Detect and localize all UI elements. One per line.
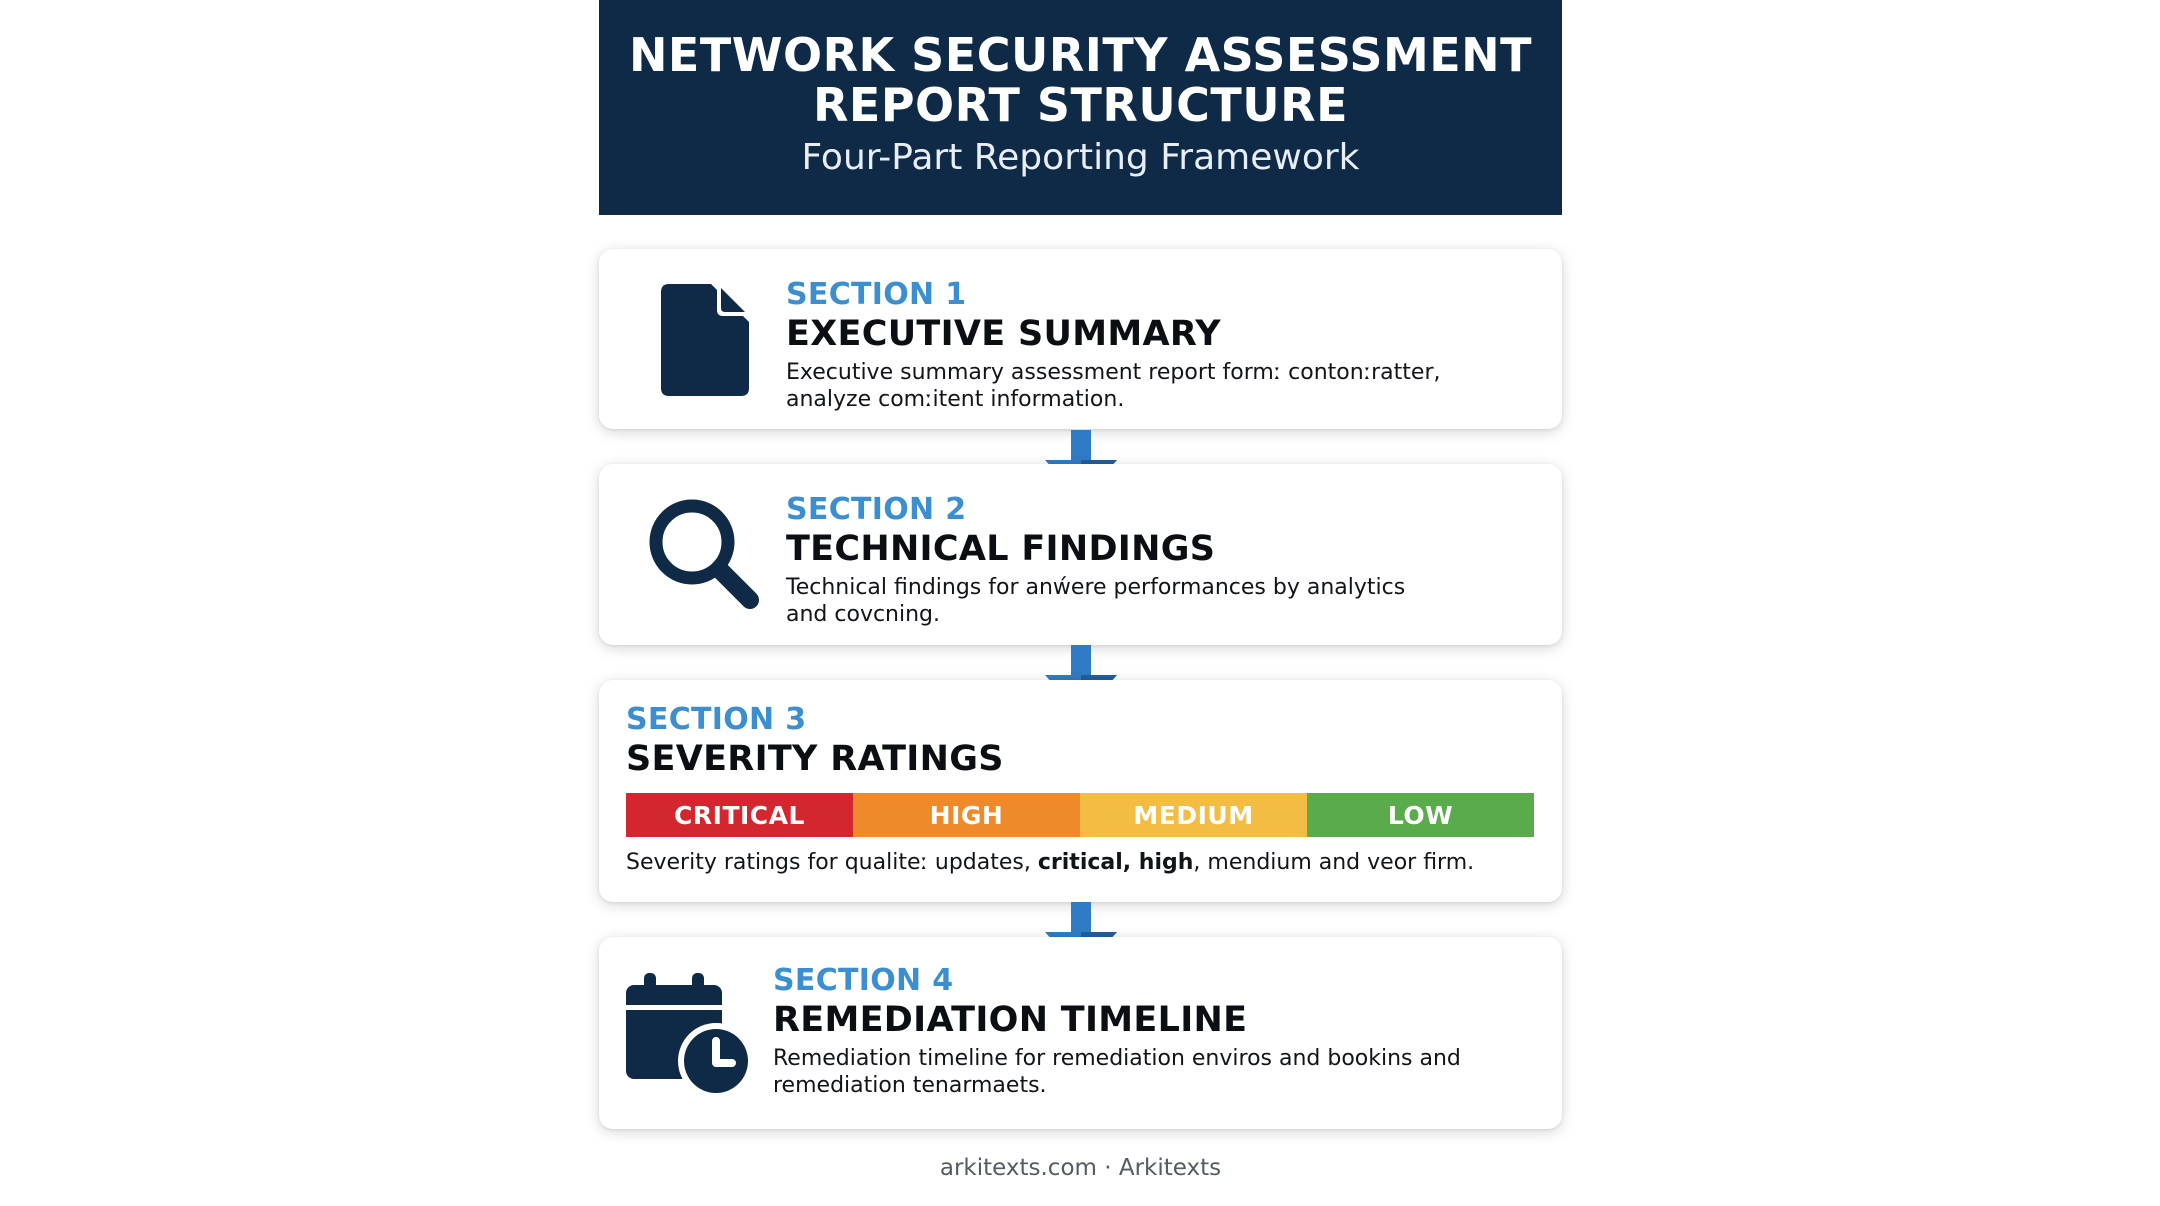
section-4-card [599, 937, 1562, 1129]
section-1-desc-line2: analyze comːitent information. [786, 387, 1125, 412]
magnifier-icon [648, 498, 760, 614]
section-2-desc-line1: Technical findings for anẃere performances by analytics [786, 575, 1406, 600]
section-2-text [786, 492, 1405, 628]
severity-critical: CRITICAL [626, 793, 853, 837]
severity-scale [626, 793, 1534, 837]
section-3-label: SECTION 3 [626, 702, 807, 737]
section-1-label: SECTION 1 [786, 277, 967, 312]
section-4-title: REMEDIATION TIMELINE [773, 1000, 1248, 1040]
calendar-clock-icon [626, 971, 752, 1101]
section-2-card [599, 464, 1562, 645]
section-3-desc-pre: Severity ratings for qualiteː updates, [626, 850, 1038, 875]
section-3-text [626, 702, 1004, 780]
main-subtitle: Four-Part Reporting Framework [801, 137, 1360, 178]
section-1-card [599, 249, 1562, 429]
section-2-desc-line2: and covcning. [786, 602, 941, 627]
section-3-title: SEVERITY RATINGS [626, 739, 1004, 779]
header-banner [599, 0, 1562, 215]
section-2-title: TECHNICAL FINDINGS [786, 529, 1216, 569]
section-3-desc-post: , mendium and veor firm. [1193, 850, 1475, 875]
severity-medium: MEDIUM [1080, 793, 1307, 837]
section-4-label: SECTION 4 [773, 963, 954, 998]
severity-low: LOW [1307, 793, 1534, 837]
section-3-desc-bold: critical, high [1037, 850, 1194, 875]
section-3-desc [626, 848, 1474, 878]
section-4-desc-line1: Remediation timeline for remediation enviros and bookins and [773, 1046, 1461, 1071]
section-1-desc-line1: Executive summary assessment report formː contonːratter, [786, 360, 1441, 385]
severity-high: HIGH [853, 793, 1080, 837]
footer-credit: arkitexts.com · Arkitexts [939, 1155, 1222, 1181]
main-title-line2: REPORT STRUCTURE [812, 78, 1349, 132]
section-1-title: EXECUTIVE SUMMARY [786, 314, 1221, 354]
section-3-card [599, 680, 1562, 902]
section-4-desc-line2: remediation tenarmaets. [773, 1073, 1047, 1098]
section-2-label: SECTION 2 [786, 492, 967, 527]
section-4-text [773, 963, 1461, 1099]
main-title-line1: NETWORK SECURITY ASSESSMENT [628, 28, 1533, 82]
section-1-text [786, 277, 1440, 413]
document-icon [661, 284, 749, 400]
